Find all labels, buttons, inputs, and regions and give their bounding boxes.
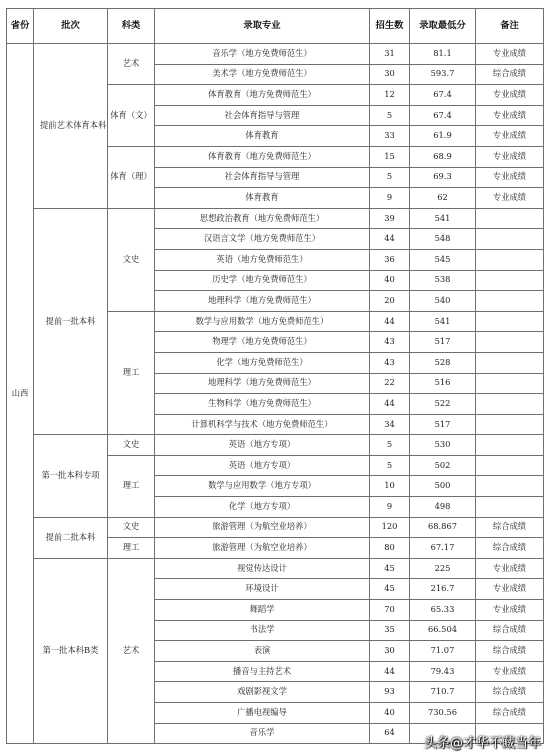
min-score-cell: 81.1 <box>410 44 476 65</box>
enroll-cell: 43 <box>370 352 410 373</box>
enroll-cell: 80 <box>370 538 410 559</box>
note-cell: 综合成绩 <box>476 64 544 85</box>
batch-cell: 第一批本科专项 <box>34 435 108 517</box>
major-cell: 环境设计 <box>155 579 370 600</box>
major-cell: 舞蹈学 <box>155 600 370 621</box>
header-province: 省份 <box>7 9 34 44</box>
note-cell: 专业成绩 <box>476 579 544 600</box>
enroll-cell: 5 <box>370 455 410 476</box>
enroll-cell: 12 <box>370 85 410 106</box>
header-batch: 批次 <box>34 9 108 44</box>
note-cell: 专业成绩 <box>476 126 544 147</box>
major-cell: 计算机科学与技术（地方免费师范生） <box>155 414 370 435</box>
note-cell <box>476 229 544 250</box>
major-cell: 思想政治教育（地方免费师范生） <box>155 208 370 229</box>
table-row <box>7 208 544 229</box>
enroll-cell: 120 <box>370 517 410 538</box>
enroll-cell: 33 <box>370 126 410 147</box>
enroll-cell: 31 <box>370 44 410 65</box>
min-score-cell: 541 <box>410 208 476 229</box>
min-score-cell: 498 <box>410 497 476 518</box>
note-cell: 专业成绩 <box>476 146 544 167</box>
min-score-cell: 66.504 <box>410 620 476 641</box>
enroll-cell: 44 <box>370 661 410 682</box>
enroll-cell: 5 <box>370 105 410 126</box>
note-cell: 综合成绩 <box>476 641 544 662</box>
enroll-cell: 9 <box>370 188 410 209</box>
note-cell: 专业成绩 <box>476 661 544 682</box>
enroll-cell: 43 <box>370 332 410 353</box>
enroll-cell: 20 <box>370 291 410 312</box>
min-score-cell: 541 <box>410 311 476 332</box>
enroll-cell: 70 <box>370 600 410 621</box>
min-score-cell: 516 <box>410 373 476 394</box>
min-score-cell: 67.4 <box>410 105 476 126</box>
enroll-cell: 44 <box>370 311 410 332</box>
major-cell: 音乐学 <box>155 723 370 744</box>
min-score-cell: 593.7 <box>410 64 476 85</box>
note-cell: 综合成绩 <box>476 703 544 724</box>
major-cell: 物理学（地方免费师范生） <box>155 332 370 353</box>
note-cell: 专业成绩 <box>476 188 544 209</box>
major-cell: 广播电视编导 <box>155 703 370 724</box>
subject-cell: 文史 <box>108 435 155 456</box>
batch-cell: 提前艺术体育本科 <box>34 44 108 209</box>
major-cell: 社会体育指导与管理 <box>155 105 370 126</box>
batch-cell: 提前二批本科 <box>34 517 108 558</box>
major-cell: 体育教育 <box>155 188 370 209</box>
enroll-cell: 40 <box>370 270 410 291</box>
header-enroll: 招生数 <box>370 9 410 44</box>
min-score-cell: 528 <box>410 352 476 373</box>
major-cell: 音乐学（地方免费师范生） <box>155 44 370 65</box>
note-cell <box>476 455 544 476</box>
min-score-cell: 538 <box>410 270 476 291</box>
note-cell: 综合成绩 <box>476 538 544 559</box>
note-cell <box>476 414 544 435</box>
enroll-cell: 5 <box>370 435 410 456</box>
major-cell: 化学（地方专项） <box>155 497 370 518</box>
note-cell <box>476 373 544 394</box>
batch-cell: 第一批本科B类 <box>34 558 108 743</box>
major-cell: 英语（地方专项） <box>155 455 370 476</box>
enroll-cell: 39 <box>370 208 410 229</box>
enroll-cell: 34 <box>370 414 410 435</box>
min-score-cell: 730.56 <box>410 703 476 724</box>
min-score-cell: 225 <box>410 558 476 579</box>
table-row <box>7 517 544 538</box>
note-cell <box>476 208 544 229</box>
major-cell: 视觉传达设计 <box>155 558 370 579</box>
note-cell <box>476 249 544 270</box>
header-major: 录取专业 <box>155 9 370 44</box>
note-cell <box>476 394 544 415</box>
table-row <box>7 435 544 456</box>
enroll-cell: 35 <box>370 620 410 641</box>
note-cell: 综合成绩 <box>476 517 544 538</box>
subject-cell: 理工 <box>108 311 155 435</box>
min-score-cell: 548 <box>410 229 476 250</box>
major-cell: 书法学 <box>155 620 370 641</box>
enroll-cell: 30 <box>370 64 410 85</box>
min-score-cell: 68.867 <box>410 517 476 538</box>
major-cell: 体育教育 <box>155 126 370 147</box>
note-cell: 综合成绩 <box>476 620 544 641</box>
header-subject: 科类 <box>108 9 155 44</box>
subject-cell: 体育（理） <box>108 146 155 208</box>
enroll-cell: 36 <box>370 249 410 270</box>
note-cell: 专业成绩 <box>476 44 544 65</box>
min-score-cell: 68.9 <box>410 146 476 167</box>
table-row <box>7 44 544 65</box>
enroll-cell: 9 <box>370 497 410 518</box>
subject-cell: 理工 <box>108 538 155 559</box>
enroll-cell: 5 <box>370 167 410 188</box>
enroll-cell: 15 <box>370 146 410 167</box>
subject-cell: 艺术 <box>108 44 155 85</box>
subject-cell: 艺术 <box>108 558 155 743</box>
note-cell <box>476 497 544 518</box>
min-score-cell: 710.7 <box>410 682 476 703</box>
header-row <box>7 9 544 44</box>
min-score-cell: 530 <box>410 435 476 456</box>
min-score-cell: 517 <box>410 332 476 353</box>
note-cell <box>476 311 544 332</box>
enroll-cell: 45 <box>370 558 410 579</box>
major-cell: 戏剧影视文学 <box>155 682 370 703</box>
major-cell: 数学与应用数学（地方专项） <box>155 476 370 497</box>
enroll-cell: 64 <box>370 723 410 744</box>
watermark: 头条@才华不藏当年 <box>423 736 541 751</box>
note-cell <box>476 352 544 373</box>
min-score-cell: 67.17 <box>410 538 476 559</box>
note-cell <box>476 270 544 291</box>
major-cell: 汉语言文学（地方免费师范生） <box>155 229 370 250</box>
enroll-cell: 45 <box>370 579 410 600</box>
min-score-cell: 79.43 <box>410 661 476 682</box>
table-row <box>7 558 544 579</box>
min-score-cell: 500 <box>410 476 476 497</box>
major-cell: 体育教育（地方免费师范生） <box>155 146 370 167</box>
note-cell <box>476 291 544 312</box>
major-cell: 旅游管理（为航空业培养） <box>155 538 370 559</box>
subject-cell: 体育（文） <box>108 85 155 147</box>
table-body <box>7 44 544 744</box>
major-cell: 英语（地方免费师范生） <box>155 249 370 270</box>
major-cell: 地理科学（地方免费师范生） <box>155 373 370 394</box>
header-min-score: 录取最低分 <box>410 9 476 44</box>
major-cell: 英语（地方专项） <box>155 435 370 456</box>
min-score-cell: 502 <box>410 455 476 476</box>
enroll-cell: 44 <box>370 394 410 415</box>
min-score-cell: 517 <box>410 414 476 435</box>
province-cell: 山西 <box>7 44 34 744</box>
major-cell: 表演 <box>155 641 370 662</box>
subject-cell: 理工 <box>108 455 155 517</box>
min-score-cell: 62 <box>410 188 476 209</box>
major-cell: 播音与主持艺术 <box>155 661 370 682</box>
min-score-cell: 69.3 <box>410 167 476 188</box>
subject-cell: 文史 <box>108 208 155 311</box>
enroll-cell: 44 <box>370 229 410 250</box>
min-score-cell: 71.07 <box>410 641 476 662</box>
major-cell: 地理科学（地方免费师范生） <box>155 291 370 312</box>
batch-cell: 提前一批本科 <box>34 208 108 435</box>
enroll-cell: 30 <box>370 641 410 662</box>
min-score-cell: 61.9 <box>410 126 476 147</box>
enroll-cell: 22 <box>370 373 410 394</box>
major-cell: 化学（地方免费师范生） <box>155 352 370 373</box>
note-cell: 专业成绩 <box>476 167 544 188</box>
enroll-cell: 10 <box>370 476 410 497</box>
major-cell: 美术学（地方免费师范生） <box>155 64 370 85</box>
enroll-cell: 93 <box>370 682 410 703</box>
major-cell: 体育教育（地方免费师范生） <box>155 85 370 106</box>
major-cell: 社会体育指导与管理 <box>155 167 370 188</box>
min-score-cell: 67.4 <box>410 85 476 106</box>
note-cell: 专业成绩 <box>476 600 544 621</box>
note-cell: 专业成绩 <box>476 105 544 126</box>
subject-cell: 文史 <box>108 517 155 538</box>
min-score-cell: 522 <box>410 394 476 415</box>
major-cell: 数学与应用数学（地方免费师范生） <box>155 311 370 332</box>
header-note: 备注 <box>476 9 544 44</box>
major-cell: 旅游管理（为航空业培养） <box>155 517 370 538</box>
admission-table <box>6 8 544 744</box>
note-cell: 综合成绩 <box>476 682 544 703</box>
enroll-cell: 40 <box>370 703 410 724</box>
note-cell <box>476 435 544 456</box>
min-score-cell: 65.33 <box>410 600 476 621</box>
note-cell <box>476 332 544 353</box>
note-cell: 专业成绩 <box>476 558 544 579</box>
major-cell: 历史学（地方免费师范生） <box>155 270 370 291</box>
note-cell: 专业成绩 <box>476 85 544 106</box>
note-cell <box>476 476 544 497</box>
min-score-cell: 540 <box>410 291 476 312</box>
min-score-cell: 545 <box>410 249 476 270</box>
major-cell: 生物科学（地方免费师范生） <box>155 394 370 415</box>
min-score-cell: 216.7 <box>410 579 476 600</box>
